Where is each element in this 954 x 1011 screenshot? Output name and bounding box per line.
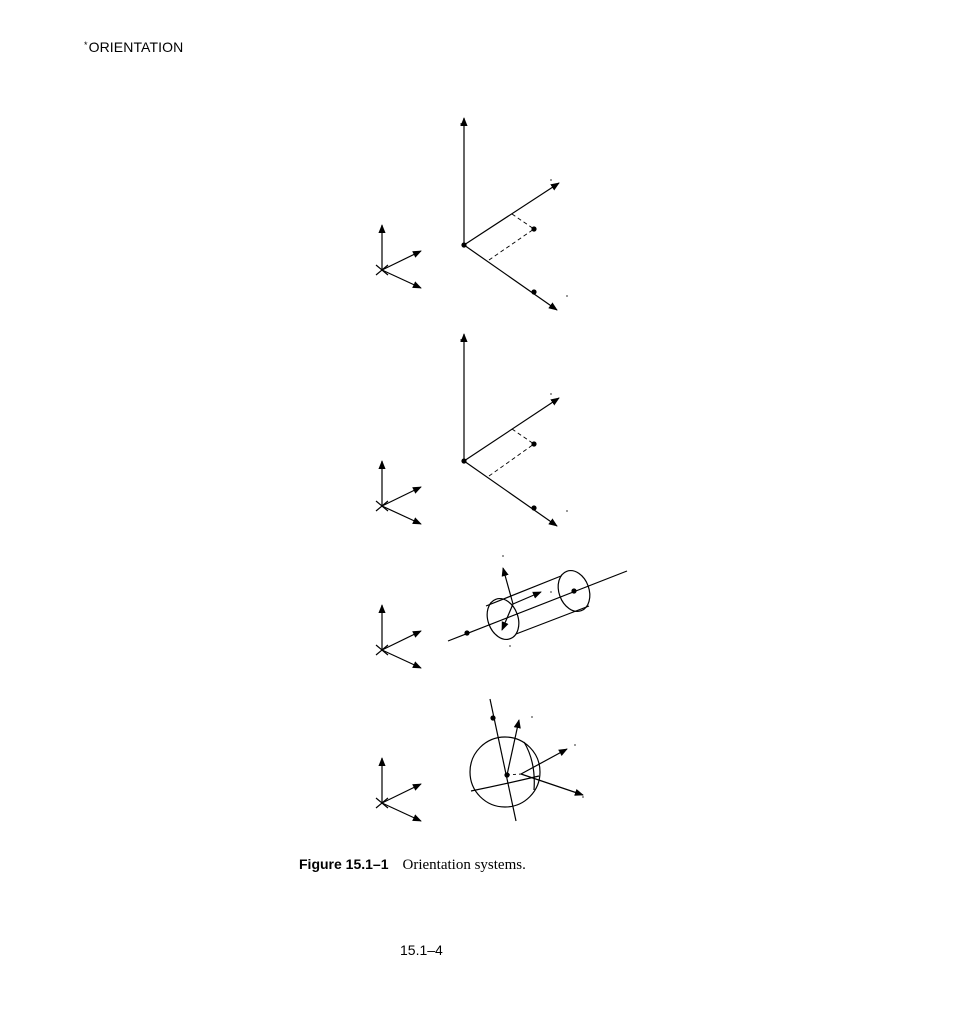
sphere-icon (470, 699, 583, 821)
global-axes-icon (376, 225, 421, 288)
cylindrical-oriented-panel (376, 555, 627, 668)
cylinder-icon (448, 555, 627, 647)
global-axes-icon (376, 605, 421, 668)
section-title: ORIENTATION (88, 39, 184, 55)
figure-caption-text: Orientation systems. (402, 857, 526, 873)
local-axes-icon (461, 334, 567, 526)
section-marker: * (84, 40, 88, 50)
global-axes-icon (376, 461, 421, 524)
page-number: 15.1–4 (400, 942, 443, 958)
rectangular-system-panel (376, 118, 567, 310)
cylindrical-system-panel (376, 334, 567, 526)
global-axes-icon (376, 758, 421, 821)
local-axes-icon (461, 118, 567, 310)
figure-number: Figure 15.1–1 (299, 856, 389, 872)
spherical-system-panel (376, 699, 583, 821)
figure-caption (299, 856, 526, 874)
